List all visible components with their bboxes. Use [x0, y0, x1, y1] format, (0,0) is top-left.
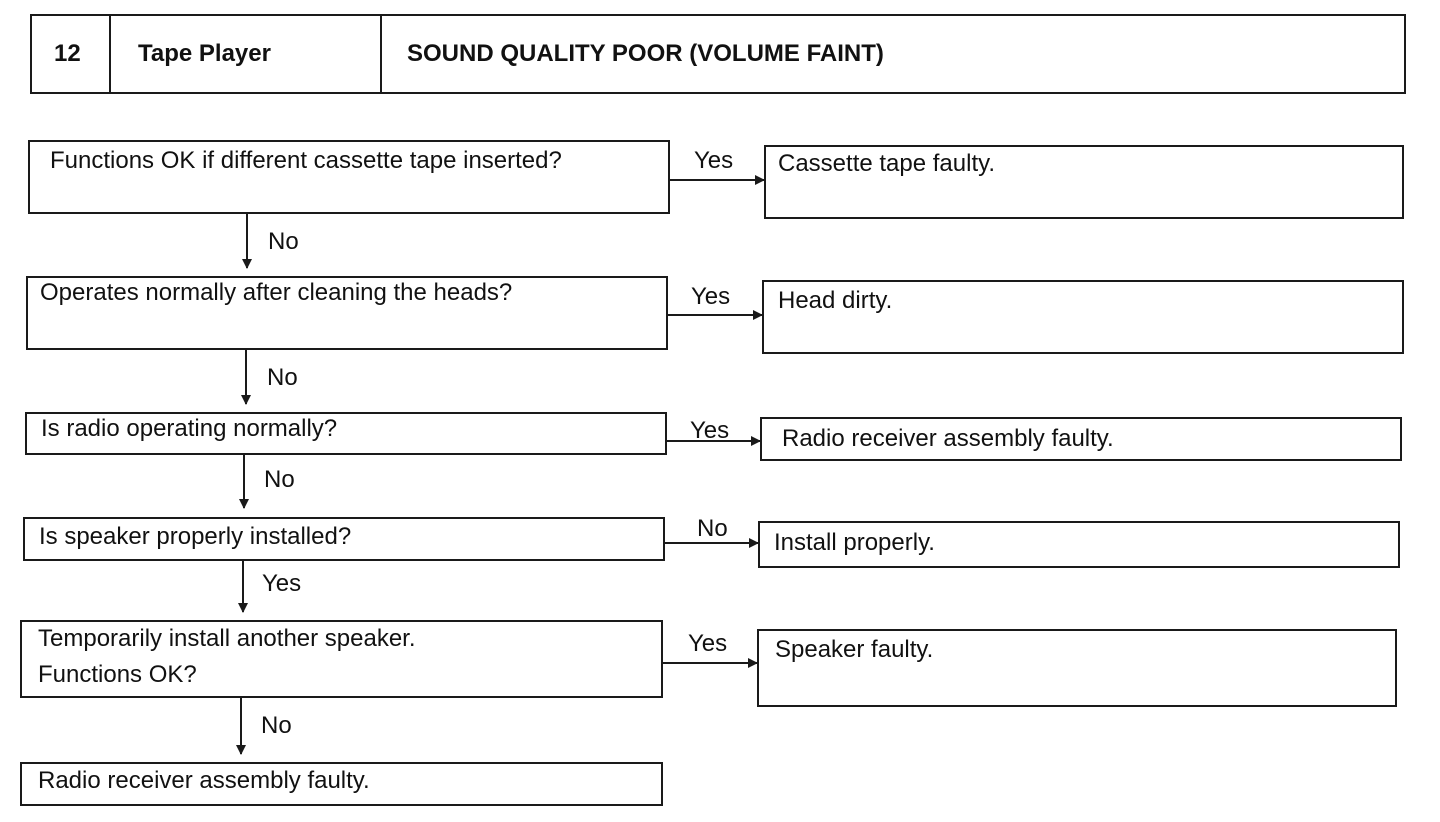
- result-text: Head dirty.: [778, 287, 893, 314]
- result-text: Install properly.: [774, 529, 935, 556]
- question-text: Functions OK if different cassette tape inserted?: [50, 147, 562, 174]
- continue-label: No: [261, 712, 292, 739]
- result-box: [764, 145, 1404, 219]
- branch-label: Yes: [690, 417, 730, 444]
- final-result-text: Radio receiver assembly faulty.: [38, 767, 370, 794]
- question-box: [25, 412, 667, 455]
- result-box: [762, 280, 1404, 354]
- question-text: Operates normally after cleaning the heads?: [40, 279, 513, 306]
- branch-label: Yes: [691, 283, 731, 310]
- result-text: Speaker faulty.: [775, 636, 934, 663]
- question-text: Is speaker properly installed?: [39, 523, 352, 550]
- result-text: Radio receiver assembly faulty.: [782, 425, 1114, 452]
- result-box: [757, 629, 1397, 707]
- question-box: [28, 140, 670, 214]
- continue-label: No: [268, 228, 299, 255]
- branch-label: Yes: [694, 147, 734, 174]
- question-box: [20, 620, 663, 698]
- result-text: Cassette tape faulty.: [778, 150, 996, 177]
- continue-label: No: [267, 364, 298, 391]
- final-result-box: [20, 762, 663, 806]
- result-box: [760, 417, 1402, 461]
- header-system: Tape Player: [138, 40, 271, 67]
- question-text-line-2: Functions OK?: [38, 661, 197, 688]
- question-box: [23, 517, 665, 561]
- continue-label: Yes: [262, 570, 302, 597]
- header-number: 12: [54, 40, 81, 67]
- result-box: [758, 521, 1400, 568]
- header-symptom: SOUND QUALITY POOR (VOLUME FAINT): [407, 40, 884, 67]
- branch-label: Yes: [688, 630, 728, 657]
- continue-label: No: [264, 466, 295, 493]
- branch-label: No: [697, 515, 728, 542]
- question-box: [26, 276, 668, 350]
- question-text-line-1: Temporarily install another speaker.: [38, 625, 416, 652]
- question-text: Is radio operating normally?: [41, 415, 338, 442]
